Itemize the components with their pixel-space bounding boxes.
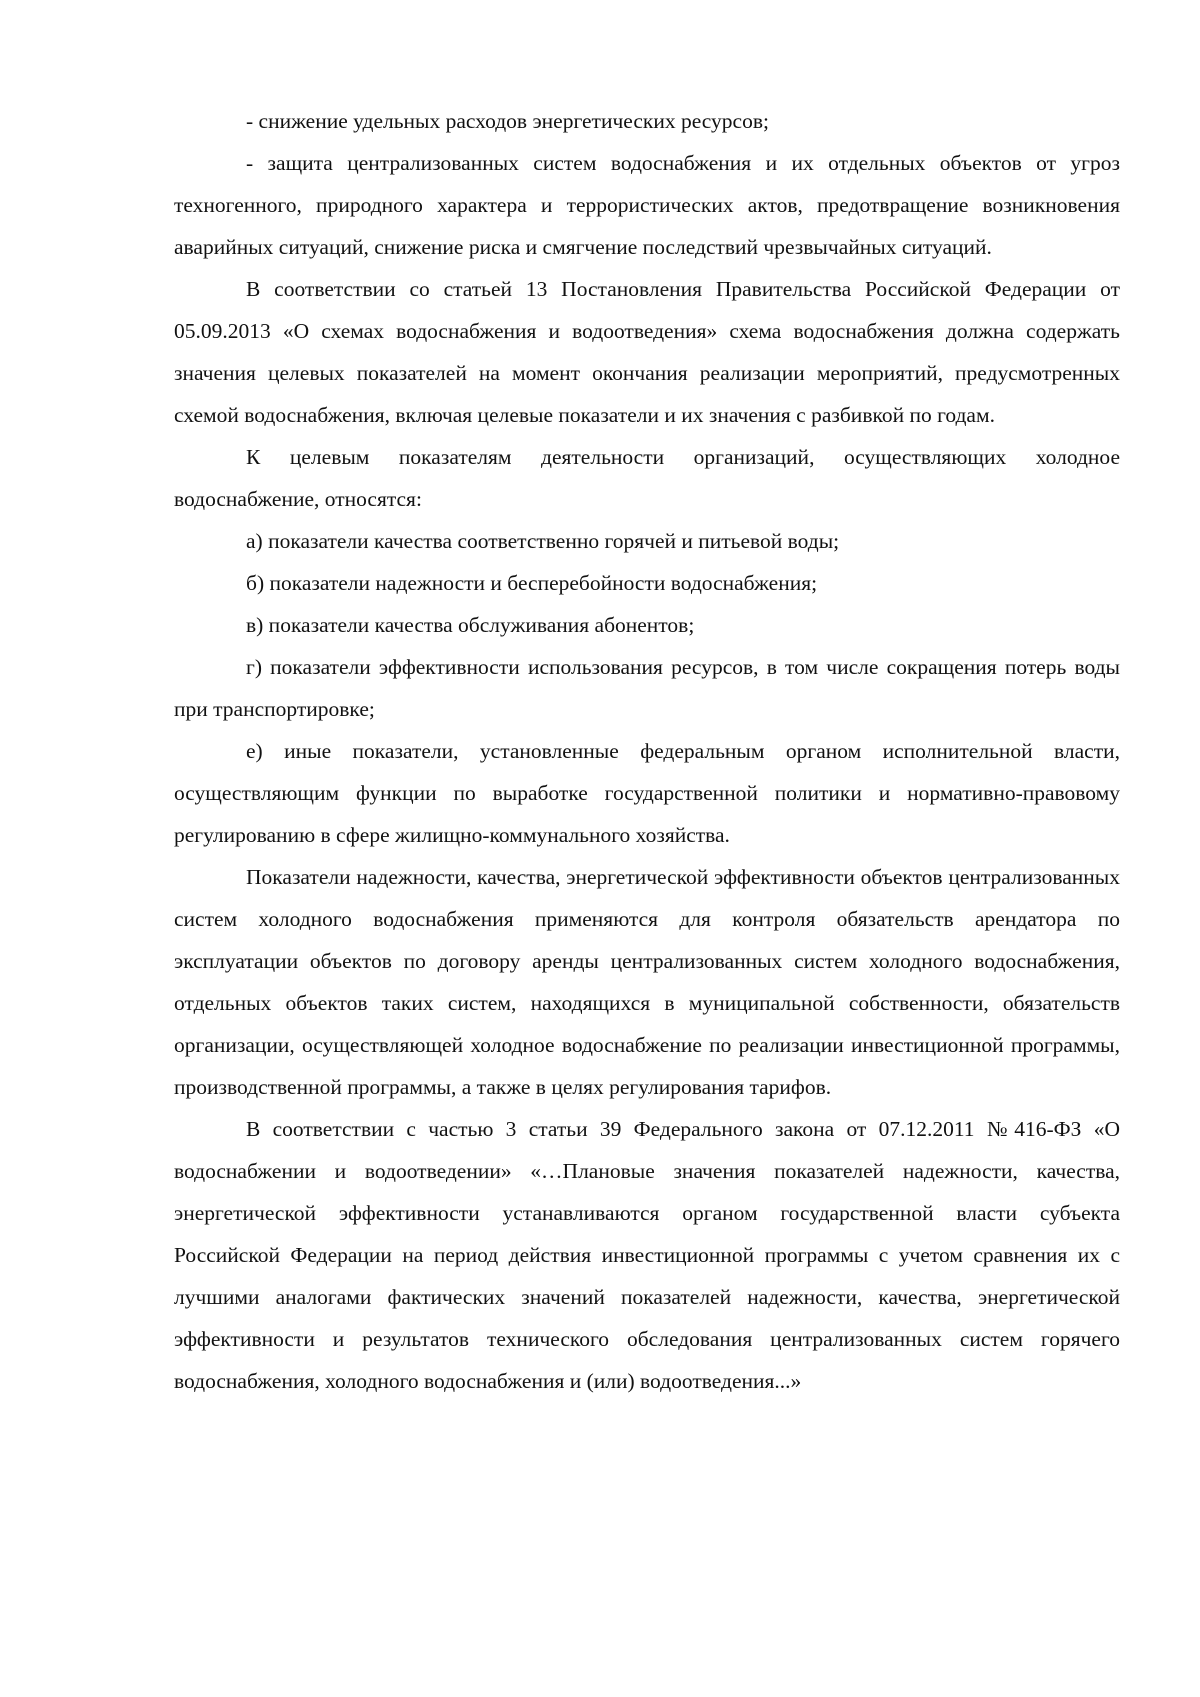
paragraph-target-indicators: К целевым показателям деятельности организаций, осуществляющих холодное водоснабжение, относятся:	[174, 445, 1120, 511]
list-item-g: г) показатели эффективности использования ресурсов, в том числе сокращения потерь воды при транспортировке;	[174, 655, 1120, 721]
paragraph-energy-reduction: - снижение удельных расходов энергетических ресурсов;	[246, 109, 769, 133]
list-item-b: б) показатели надежности и бесперебойности водоснабжения;	[246, 571, 818, 595]
paragraph-federal-law-quote: В соответствии с частью 3 статьи 39 Федерального закона от 07.12.2011 №416-ФЗ «О водоснабжении и водоотведении» «…Плановые значения показателей надежности, качества, энергетической эффективности устанавливаются органом государственной власти субъекта Российской Федерации на период действия инвестиционной программы с учетом сравнения их с лучшими аналогами фактических значений показателей надежности, качества, энергетической эффективности и результатов технического обследования централизованных систем горячего водоснабжения, холодного водоснабжения и (или) водоотведения...»	[174, 1117, 1120, 1393]
list-item-v: в) показатели качества обслуживания абонентов;	[246, 613, 695, 637]
paragraph-protection: - защита централизованных систем водоснабжения и их отдельных объектов от угроз техногенного, природного характера и террористических актов, предотвращение возникновения аварийных ситуаций, снижение риска и смягчение последствий чрезвычайных ситуаций.	[174, 151, 1120, 259]
document-page	[174, 100, 1120, 1402]
list-item-a: а) показатели качества соответственно горячей и питьевой воды;	[246, 529, 840, 553]
paragraph-resolution-article-13: В соответствии со статьей 13 Постановления Правительства Российской Федерации от 05.09.2013 «О схемах водоснабжения и водоотведения» схема водоснабжения должна содержать значения целевых показателей на момент окончания реализации мероприятий, предусмотренных схемой водоснабжения, включая целевые показатели и их значения с разбивкой по годам.	[174, 277, 1120, 427]
list-item-e: е) иные показатели, установленные федеральным органом исполнительной власти, осуществляющим функции по выработке государственной политики и нормативно-правовому регулированию в сфере жилищно-коммунального хозяйства.	[174, 739, 1120, 847]
paragraph-indicators-usage: Показатели надежности, качества, энергетической эффективности объектов централизованных систем холодного водоснабжения применяются для контроля обязательств арендатора по эксплуатации объектов по договору аренды централизованных систем холодного водоснабжения, отдельных объектов таких систем, находящихся в муниципальной собственности, обязательств организации, осуществляющей холодное водоснабжение по реализации инвестиционной программы, производственной программы, а также в целях регулирования тарифов.	[174, 865, 1120, 1099]
